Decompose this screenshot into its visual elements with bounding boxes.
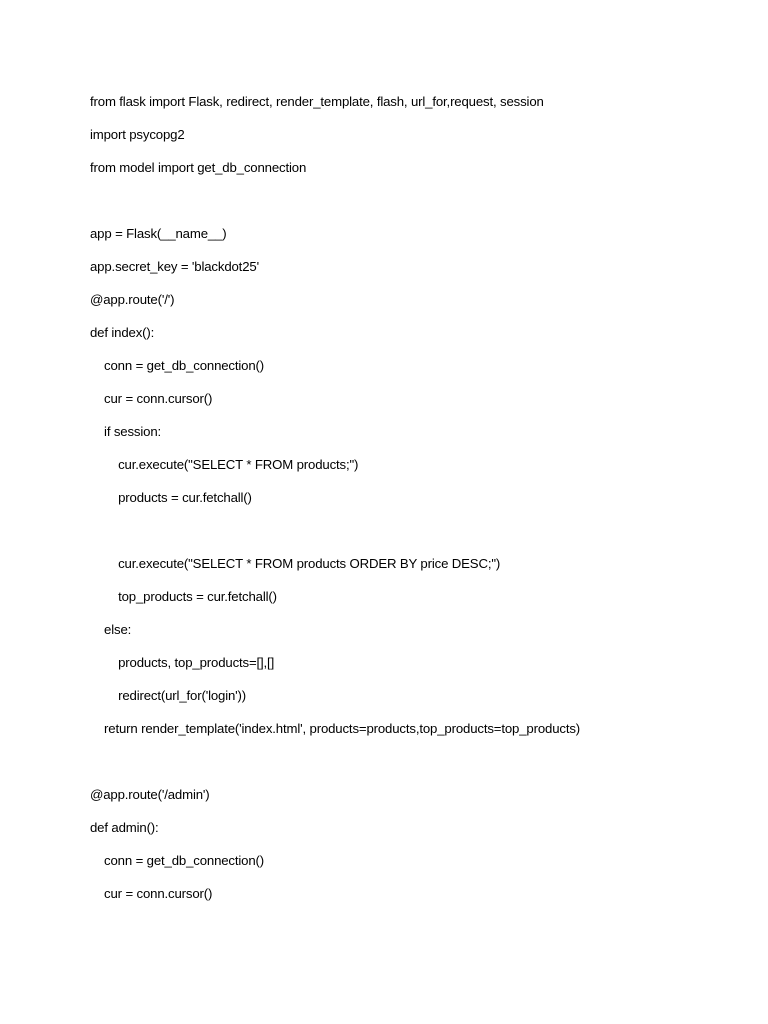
blank-line bbox=[90, 190, 740, 223]
code-line: cur = conn.cursor() bbox=[90, 391, 213, 406]
code-line: @app.route('/') bbox=[90, 292, 175, 307]
code-line: products, top_products=[],[] bbox=[90, 655, 275, 670]
code-line: cur.execute("SELECT * FROM products;") bbox=[90, 457, 359, 472]
code-line: else: bbox=[90, 622, 132, 637]
blank-line bbox=[90, 751, 740, 784]
code-line: if session: bbox=[90, 424, 162, 439]
code-line: import psycopg2 bbox=[90, 127, 185, 142]
code-line: from flask import Flask, redirect, render_template, flash, url_for,request, session bbox=[90, 94, 544, 109]
code-line: redirect(url_for('login')) bbox=[90, 688, 247, 703]
code-line: top_products = cur.fetchall() bbox=[90, 589, 277, 604]
code-line: app = Flask(__name__) bbox=[90, 226, 227, 241]
code-line: from model import get_db_connection bbox=[90, 160, 307, 175]
blank-line bbox=[90, 520, 740, 553]
code-line: cur = conn.cursor() bbox=[90, 886, 213, 901]
code-line: def index(): bbox=[90, 325, 155, 340]
code-line: conn = get_db_connection() bbox=[90, 358, 265, 373]
code-line: @app.route('/admin') bbox=[90, 787, 210, 802]
code-line: cur.execute("SELECT * FROM products ORDER BY price DESC;") bbox=[90, 556, 501, 571]
code-listing bbox=[90, 91, 740, 916]
code-line: products = cur.fetchall() bbox=[90, 490, 252, 505]
code-line: def admin(): bbox=[90, 820, 159, 835]
code-line: app.secret_key = 'blackdot25' bbox=[90, 259, 259, 274]
code-line: return render_template('index.html', products=products,top_products=top_products) bbox=[90, 721, 581, 736]
code-line: conn = get_db_connection() bbox=[90, 853, 265, 868]
